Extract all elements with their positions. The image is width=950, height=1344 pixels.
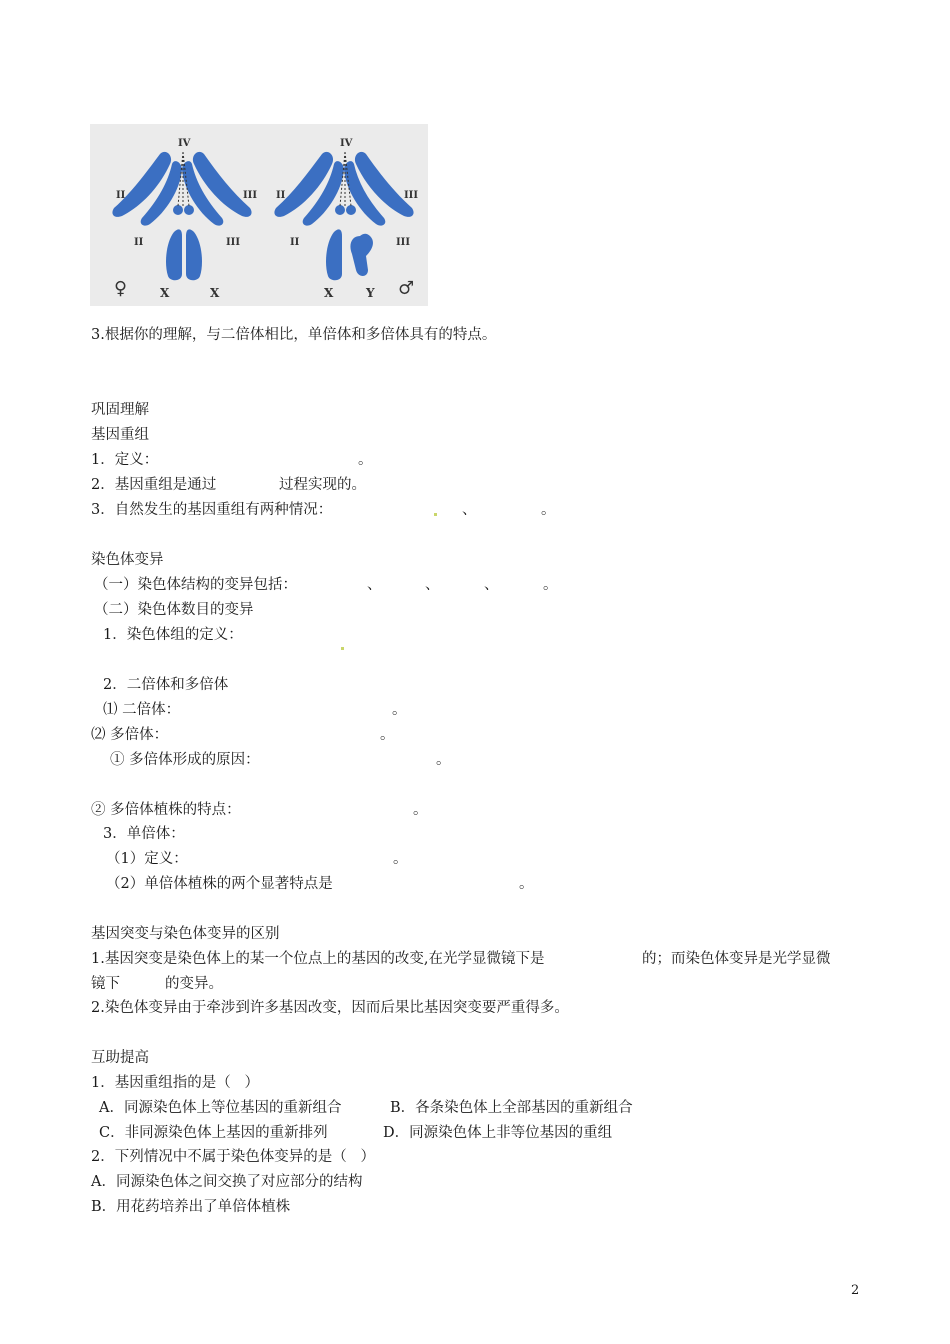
female-symbol: ♀ xyxy=(114,278,128,299)
section-title-improve: 互助提高 xyxy=(91,1050,149,1066)
blank-end-mark: 。 xyxy=(393,851,408,867)
q1-option-b: B．各条染色体上全部基因的重新组合 xyxy=(390,1100,633,1116)
label-iv: IV xyxy=(340,138,353,149)
question-3: 3.根据你的理解，与二倍体相比，单倍体和多倍体具有的特点。 xyxy=(91,327,497,343)
blank-end-mark: 。 xyxy=(436,752,451,768)
heading-gene-recombination: 基因重组 xyxy=(91,427,149,443)
question-2: 2．下列情况中不属于染色体变异的是（ ） xyxy=(91,1149,376,1165)
blank-end-mark: 。 xyxy=(392,702,407,718)
chromosome-iv-right xyxy=(346,205,356,215)
section-title-consolidate: 巩固理解 xyxy=(91,402,149,418)
heading-chromosome-variation: 染色体变异 xyxy=(91,552,164,568)
q2-option-b: B．用花药培养出了单倍体植株 xyxy=(91,1199,291,1215)
difference-line-2: 2.染色体变异由于牵涉到许多基因改变，因而后果比基因突变要严重得多。 xyxy=(91,1000,569,1016)
diploid: ⑴ 二倍体： xyxy=(103,702,181,718)
blank-end-mark: 。 xyxy=(380,727,395,743)
q1-option-c: C．非同源染色体上基因的重新排列 xyxy=(99,1125,328,1141)
chromosome-y xyxy=(350,234,373,276)
recombination-definition: 1．定义： xyxy=(91,452,159,468)
haploid-heading: 3．单倍体： xyxy=(103,826,185,842)
chromosome-iv-right xyxy=(184,205,194,215)
label-iv: IV xyxy=(178,138,191,149)
label-iii: III xyxy=(226,237,241,248)
difference-line-1b: 的；而染色体变异是光学显微 xyxy=(642,951,831,967)
female-karyotype xyxy=(112,152,251,280)
label-iii: III xyxy=(396,237,411,248)
stray-mark xyxy=(341,647,344,650)
male-karyotype xyxy=(274,152,413,280)
structure-variation: （一）染色体结构的变异包括： xyxy=(94,577,297,593)
chromosome-x xyxy=(326,229,342,280)
label-iii: III xyxy=(404,190,419,201)
blank-end-mark: 。 xyxy=(541,502,556,518)
recombination-types: 3．自然发生的基因重组有两种情况： xyxy=(91,502,333,518)
q2-option-a: A．同源染色体之间交换了对应部分的结构 xyxy=(91,1174,363,1190)
label-ii: II xyxy=(276,190,286,201)
stray-mark xyxy=(434,513,437,516)
separator: 、 xyxy=(484,577,499,593)
polyploid: ⑵ 多倍体： xyxy=(91,727,169,743)
blank-end-mark: 。 xyxy=(358,452,373,468)
recombination-process: 2．基因重组是通过 xyxy=(91,477,217,493)
chromosome-iv-left xyxy=(173,205,183,215)
label-x: X xyxy=(324,286,334,300)
blank-end-mark: 。 xyxy=(519,876,534,892)
diploid-polyploid-heading: 2．二倍体和多倍体 xyxy=(103,677,229,693)
chromosome-iv-left xyxy=(335,205,345,215)
chromosome-x-left xyxy=(166,229,182,280)
label-ii: II xyxy=(116,190,126,201)
difference-line-1d: 的变异。 xyxy=(165,976,223,992)
q1-option-d: D．同源染色体上非等位基因的重组 xyxy=(383,1125,613,1141)
blank-end-mark: 。 xyxy=(413,802,428,818)
label-ii: II xyxy=(134,237,144,248)
label-x: X xyxy=(210,286,220,300)
male-symbol: ♂ xyxy=(398,278,415,299)
chromosome-x-right xyxy=(186,229,202,280)
separator: 、 xyxy=(367,577,382,593)
haploid-feature: （2）单倍体植株的两个显著特点是 xyxy=(106,876,333,892)
page-number: 2 xyxy=(851,1283,860,1298)
polyploid-feature: ② 多倍体植株的特点： xyxy=(91,802,241,818)
blank-end-mark: 。 xyxy=(543,577,558,593)
label-y: Y xyxy=(366,286,375,300)
difference-line-1a: 1.基因突变是染色体上的某一个位点上的基因的改变,在光学显微镜下是 xyxy=(91,951,545,967)
separator: 、 xyxy=(425,577,440,593)
haploid-definition: （1）定义： xyxy=(106,851,188,867)
difference-line-1c: 镜下 xyxy=(91,976,120,992)
q1-option-a: A．同源染色体上等位基因的重新组合 xyxy=(99,1100,342,1116)
heading-difference: 基因突变与染色体变异的区别 xyxy=(91,926,280,942)
chromosome-karyotype-figure xyxy=(90,124,428,306)
polyploid-cause: ① 多倍体形成的原因： xyxy=(110,752,260,768)
chromosome-set-definition: 1．染色体组的定义： xyxy=(103,627,243,643)
number-variation: （二）染色体数目的变异 xyxy=(94,602,254,618)
chromosome-diagram xyxy=(90,124,428,306)
label-x: X xyxy=(160,286,170,300)
recombination-process-tail: 过程实现的。 xyxy=(279,477,366,493)
label-ii: II xyxy=(290,237,300,248)
separator: 、 xyxy=(462,502,477,518)
question-1: 1．基因重组指的是（ ） xyxy=(91,1075,260,1091)
label-iii: III xyxy=(243,190,258,201)
